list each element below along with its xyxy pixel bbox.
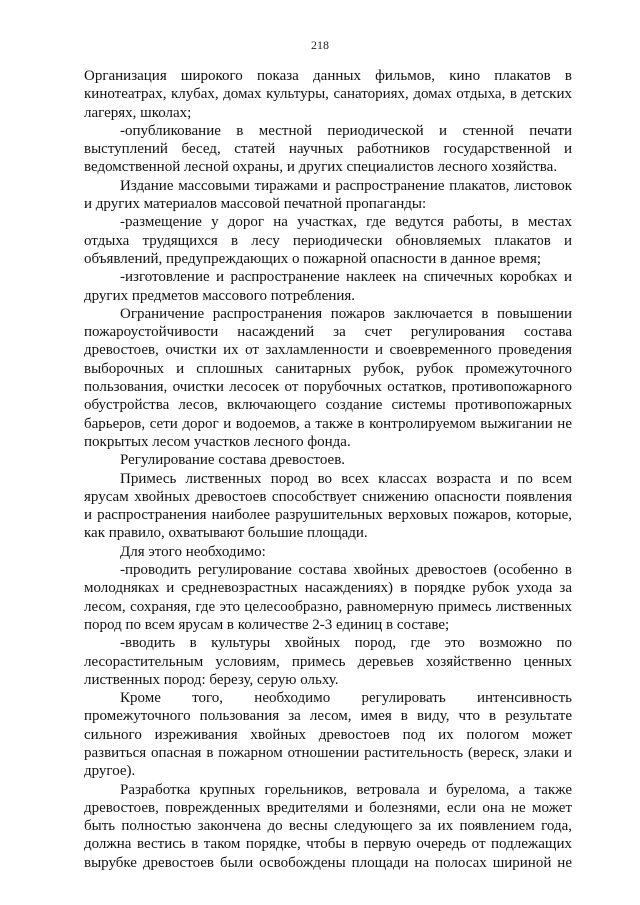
- text-line: сильного изреживания хвойных древостоев под их пологом может: [84, 726, 572, 743]
- text-line: Разработка крупных горельников, ветровала и бурелома, а также: [120, 781, 572, 798]
- text-line: древостоев, поврежденных вредителями и болезнями, если она не может: [84, 799, 572, 816]
- text-line: обустройства лесов, включающего создание системы противопожарных: [84, 397, 572, 414]
- text-line: Регулирование состава древостоев.: [120, 452, 346, 469]
- text-line: -вводить в культуры хвойных пород, где это возможно по: [120, 635, 572, 652]
- paragraph: [84, 543, 572, 561]
- text-line: лесорастительным условиям, примесь деревьев хозяйственно ценных: [84, 653, 572, 670]
- paragraph: [84, 561, 572, 634]
- page-number: 218: [311, 38, 329, 52]
- paragraph: [84, 470, 572, 543]
- text-line: -проводить регулирование состава хвойных древостоев (особенно в: [120, 562, 572, 579]
- paragraph: [84, 268, 572, 305]
- text-line: пород по всем ярусам в количестве 2-3 единиц в составе;: [84, 616, 450, 633]
- text-line: других предметов массового потребления.: [84, 287, 356, 304]
- paragraph: [84, 634, 572, 689]
- text-line: лиственных пород: березу, серую ольху.: [84, 671, 339, 688]
- text-line: ведомственной лесной охраны, и других специалистов лесного хозяйства.: [84, 159, 558, 176]
- text-line: лесом, сохраняя, где это целесообразно, равномерную примесь лиственных: [84, 598, 572, 615]
- text-line: древостоев, очистки их от захламленности и своевременного проведения: [84, 342, 572, 359]
- text-line: Организация широкого показа данных фильмов, кино плакатов в: [84, 68, 572, 84]
- body-text: [84, 67, 572, 872]
- text-line: промежуточного пользования за лесом, имея в виду, что в результате: [84, 708, 572, 725]
- text-line: кинотеатрах, клубах, домах культуры, санаториях, домах отдыха, в детских: [84, 86, 572, 103]
- text-line: другое).: [84, 763, 136, 780]
- text-line: -размещение у дорог на участках, где ведутся работы, в местах: [120, 214, 572, 231]
- text-line: вырубке древостоев были освобождены площади на полосах шириной не: [84, 854, 572, 871]
- text-line: Ограничение распространения пожаров заключается в повышении: [120, 305, 572, 322]
- paragraph: [84, 177, 572, 214]
- text-line: быть полностью закончена до весны следующего за их появлением года,: [84, 818, 572, 835]
- text-line: молодняках и средневозрастных насаждениях) в порядке рубок ухода за: [84, 580, 572, 597]
- text-line: выступлений бесед, статей научных работников государственной и: [84, 141, 572, 158]
- text-line: отдыха трудящихся в лесу периодически обновляемых плакатов и: [84, 232, 572, 249]
- paragraph: [84, 689, 572, 780]
- text-line: развиться опасная в пожарном отношении растительность (вереск, злаки и: [84, 744, 572, 761]
- text-line: должна вестись в таком порядке, чтобы в первую очередь от подлежащих: [84, 836, 572, 853]
- text-line: пользования, очистки лесосек от порубочных остатков, противопожарного: [84, 379, 572, 396]
- text-line: пожароустойчивости насаждений за счет регулирования состава: [84, 324, 572, 341]
- text-line: Примесь лиственных пород во всех классах возраста и по всем: [120, 470, 572, 487]
- text-line: и других материалов массовой печатной пропаганды:: [84, 196, 427, 213]
- paragraph: [84, 122, 572, 177]
- paragraph: [84, 67, 572, 122]
- paragraph: [84, 451, 572, 469]
- text-line: покрытых лесом участков лесного фонда.: [84, 433, 351, 450]
- text-line: лагерях, школах;: [84, 104, 192, 121]
- text-line: и распространения наиболее разрушительных верховых пожаров, которые,: [84, 507, 572, 524]
- paragraph: [84, 213, 572, 268]
- paragraph: [84, 781, 572, 872]
- text-line: как правило, охватывают большие площади.: [84, 525, 368, 542]
- text-line: Издание массовыми тиражами и распространение плакатов, листовок: [120, 177, 572, 194]
- text-line: -опубликование в местной периодической и стенной печати: [120, 122, 572, 139]
- paragraph: [84, 305, 572, 451]
- text-line: Для этого необходимо:: [120, 543, 266, 560]
- text-line: выборочных и сплошных санитарных рубок, рубок промежуточного: [84, 360, 572, 377]
- text-line: барьеров, сети дорог и водоемов, а также в контролируемом выжигании не: [84, 415, 572, 432]
- text-line: Кроме того, необходимо регулировать интенсивность: [120, 690, 572, 707]
- text-line: ярусам хвойных древостоев способствует снижению опасности появления: [84, 488, 572, 505]
- text-line: объявлений, предупреждающих о пожарной опасности в данное время;: [84, 250, 542, 267]
- text-line: -изготовление и распространение наклеек на спичечных коробках и: [120, 269, 572, 286]
